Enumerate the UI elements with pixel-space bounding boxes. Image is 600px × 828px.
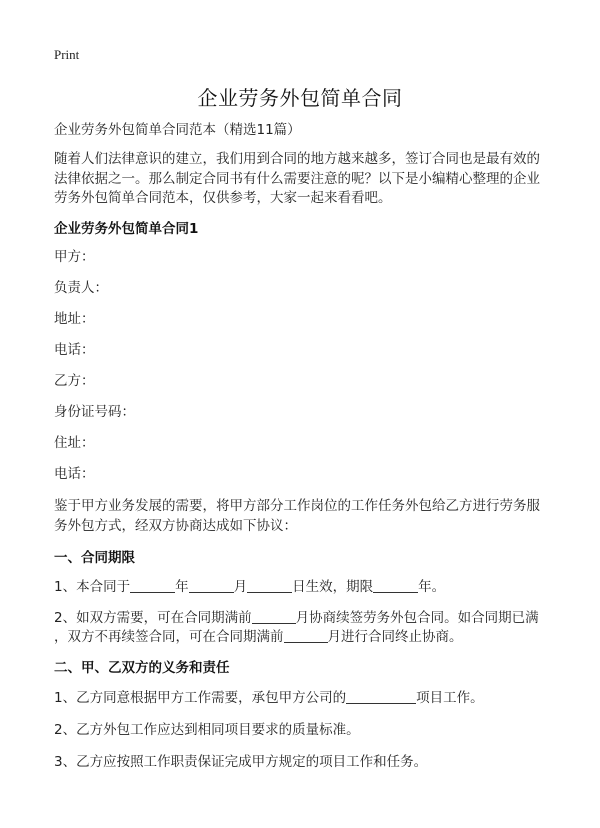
field-residence: 住址： (54, 435, 95, 451)
field-address: 地址： (54, 311, 95, 327)
section1-item2-line1 (54, 609, 539, 629)
section2-item1 (54, 689, 484, 709)
contract-heading: 企业劳务外包简单合同1 (54, 221, 199, 237)
item-text: ，双方不再续签合同，可在合同期满前 (54, 629, 284, 645)
blank-line (252, 609, 296, 624)
section2-item2: 2、乙方外包工作应达到相同项目要求的质量标准。 (54, 722, 360, 738)
field-id-number: 身份证号码： (54, 404, 135, 420)
section2-item3: 3、乙方应按照工作职责保证完成甲方规定的项目工作和任务。 (54, 754, 428, 770)
preamble-line: 鉴于甲方业务发展的需要，将甲方部分工作岗位的工作任务外包给乙方进行劳务服 (54, 498, 540, 514)
blank-line (346, 689, 416, 704)
item-text: 2、如双方需要，可在合同期满前 (54, 610, 252, 626)
item-text: 1、乙方同意根据甲方工作需要，承包甲方公司的 (54, 690, 347, 706)
item-text: 项目工作。 (416, 690, 484, 706)
blank-line (189, 578, 234, 593)
item-text: 月进行合同终止协商。 (327, 629, 463, 645)
section1-item1 (54, 578, 445, 598)
intro-line: 法律依据之一。那么制定合同书有什么需要注意的呢？以下是小编精心整理的企业 (54, 171, 540, 187)
intro-line: 劳务外包简单合同范本，仅供参考，大家一起来看看吧。 (54, 190, 392, 206)
blank-line (284, 628, 328, 643)
blank-line (130, 578, 175, 593)
section2-heading: 二、甲、乙双方的义务和责任 (54, 660, 230, 676)
item-text: 月 (233, 579, 248, 595)
document-subtitle: 企业劳务外包简单合同范本（精选11篇） (54, 122, 301, 138)
item-text: 1、本合同于 (54, 579, 131, 595)
item-text: 月协商续签劳务外包合同。如合同期已满 (295, 610, 539, 626)
print-link[interactable]: Print (54, 47, 80, 62)
item-text: 日生效，期限 (292, 579, 374, 595)
section1-item2-line2 (54, 628, 463, 648)
blank-line (373, 578, 418, 593)
section1-heading: 一、合同期限 (54, 550, 135, 566)
field-party-b: 乙方： (54, 373, 95, 389)
field-responsible-person: 负责人： (54, 280, 108, 296)
item-text: 年。 (418, 579, 446, 595)
intro-line: 随着人们法律意识的建立，我们用到合同的地方越来越多，签订合同也是最有效的 (54, 151, 540, 167)
item-text: 年 (175, 579, 189, 595)
field-party-a: 甲方： (54, 249, 95, 265)
blank-line (247, 578, 292, 593)
preamble-line: 务外包方式，经双方协商达成如下协议： (54, 518, 297, 534)
field-phone-a: 电话： (54, 342, 95, 358)
field-phone-b: 电话： (54, 466, 95, 482)
document-title: 企业劳务外包简单合同 (197, 86, 403, 110)
